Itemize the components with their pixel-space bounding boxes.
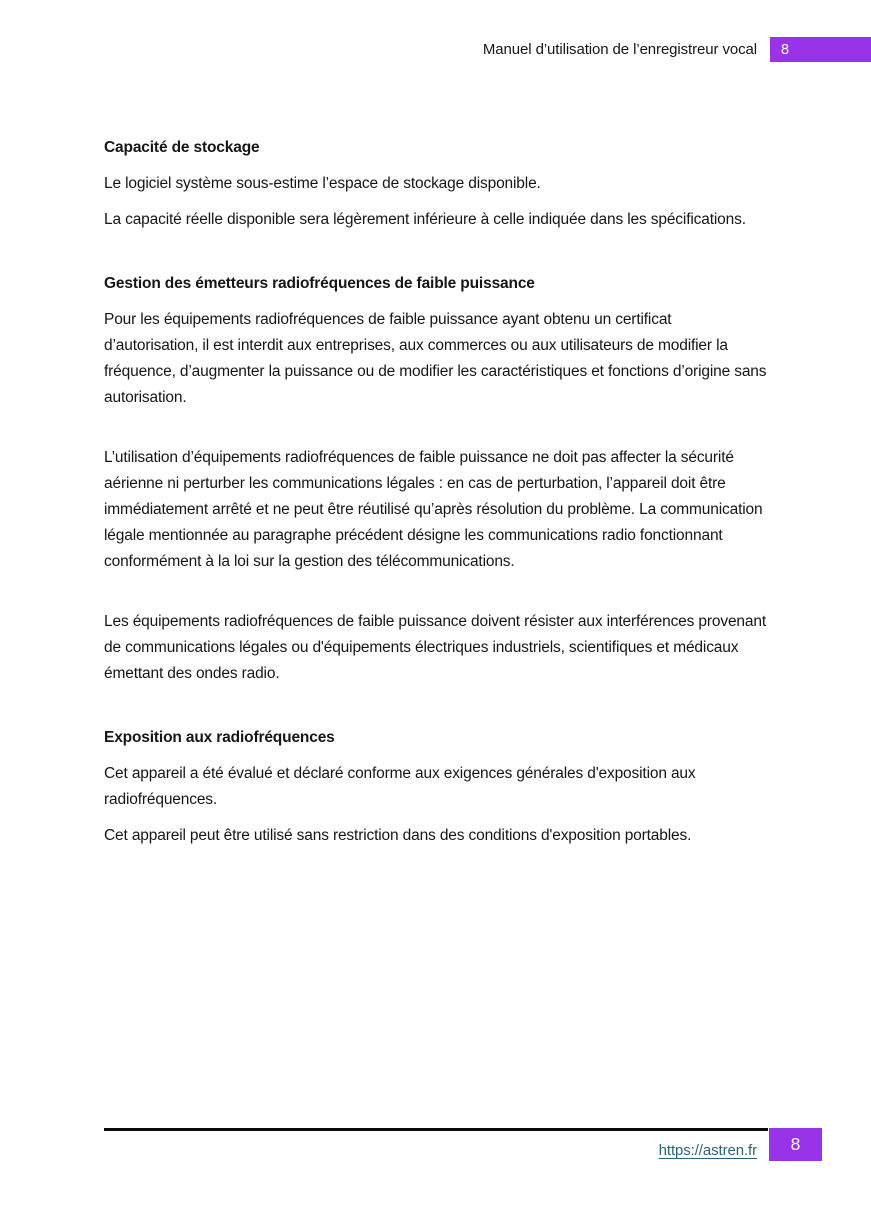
section-heading-storage: Capacité de stockage [104,139,260,156]
section-storage-capacity [104,135,768,233]
header-page-badge [770,37,871,62]
paragraph: Le logiciel système sous-estime l’espace de stockage disponible. [104,175,541,192]
footer-page-badge [769,1128,822,1161]
footer-page-number: 8 [790,1134,801,1154]
paragraph: La capacité réelle disponible sera légèrement inférieure à celle indiquée dans les spécifications. [104,211,746,228]
section-low-power-rf-management [104,271,768,687]
page-header [0,37,871,62]
document-content [104,135,768,859]
paragraph: Cet appareil a été évalué et déclaré conforme aux exigences générales d'exposition aux radiofréquences. [104,765,696,808]
section-heading-rf-exposure: Exposition aux radiofréquences [104,729,335,746]
footer-website-link[interactable]: https://astren.fr [658,1142,757,1159]
paragraph: Cet appareil peut être utilisé sans restriction dans des conditions d'exposition portables. [104,827,692,844]
section-heading-rf-management: Gestion des émetteurs radiofréquences de faible puissance [104,275,535,292]
header-page-number: 8 [781,41,790,58]
footer-divider [104,1128,768,1131]
header-title: Manuel d’utilisation de l’enregistreur vocal [482,41,757,58]
section-rf-exposure [104,725,768,849]
paragraph: L’utilisation d’équipements radiofréquences de faible puissance ne doit pas affecter la sécurité aérienne ni perturber les communications légales : en cas de perturbation, l’appareil doit être immédiatement arrêté et ne peut être réutilisé qu’après résolution du problème. La communication légale mentionnée au paragraphe précédent désigne les communications radio fonctionnant conformément à la loi sur la gestion des télécommunications. [104,449,763,570]
paragraph: Les équipements radiofréquences de faible puissance doivent résister aux interférences provenant de communications légales ou d'équipements électriques industriels, scientifiques et médicaux émettant des ondes radio. [104,613,766,682]
paragraph: Pour les équipements radiofréquences de faible puissance ayant obtenu un certificat d’autorisation, il est interdit aux entreprises, aux commerces ou aux utilisateurs de modifier la fréquence, d’augmenter la puissance ou de modifier les caractéristiques et fonctions d’origine sans autorisation. [104,311,767,406]
